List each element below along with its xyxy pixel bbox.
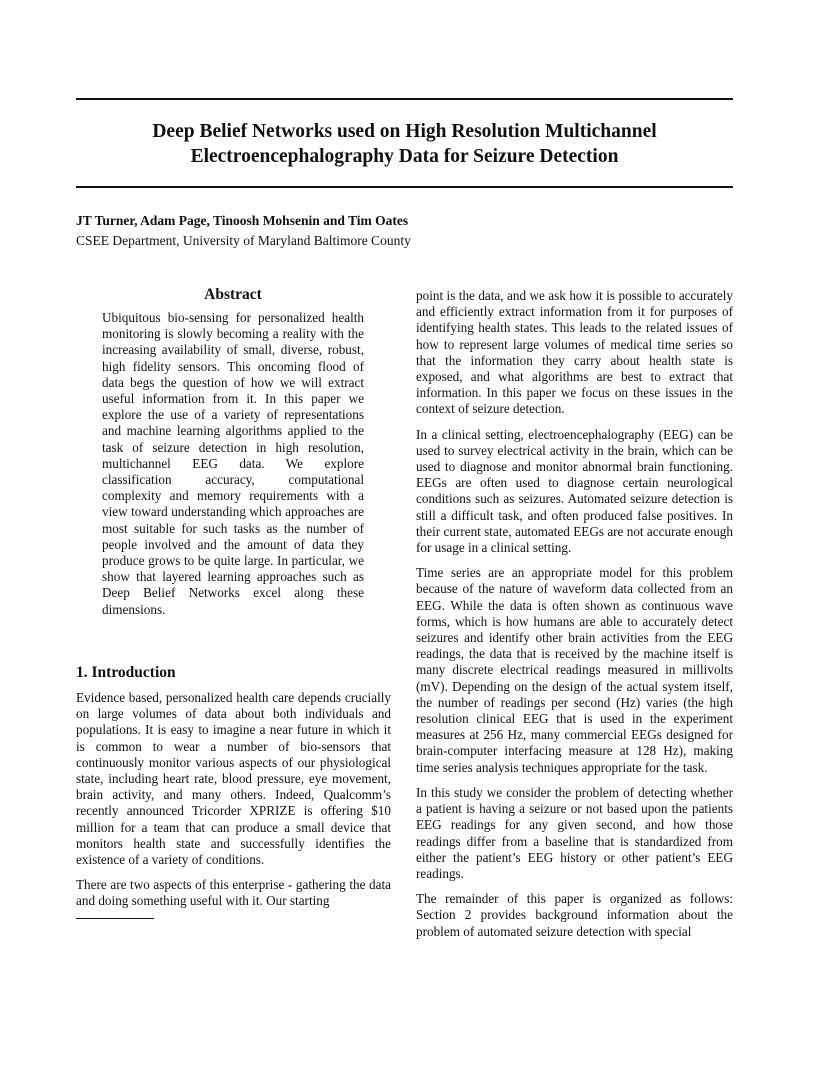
- title-bottom-rule: [76, 186, 733, 188]
- abstract-text: Ubiquitous bio-sensing for personalized health monitoring is slowly becoming a reality with the increasing availability of small, diverse, robust, high fidelity sensors. This oncoming flood of data begs the question of how we will extract useful information from it. In this paper we explore the use of a variety of representations and machine learning algorithms applied to the task of seizure detection in high resolution, multichannel EEG data. We explore classification accuracy, computational complexity and memory requirements with a view toward understanding which approaches are most suitable for such tasks as the number of people involved and the amount of data they produce grows to be quite large. In particular, we show that layered learning approaches such as Deep Belief Networks excel along these dimensions.: [102, 310, 364, 617]
- paragraph: In a clinical setting, electroencephalography (EEG) can be used to survey electrical activity in the brain, which can be used to diagnose and monitor abnormal brain functioning. EEGs are often used to diagnose certain neurological conditions such as seizures. Automated seizure detection is still a difficult task, and often produced false positives. In their current state, automated EEGs are not accurate enough for usage in a clinical setting.: [416, 426, 733, 556]
- paper-title: Deep Belief Networks used on High Resolution Multichannel Electroencephalography Data for Seizure Detection: [152, 121, 657, 167]
- right-column-body: [416, 288, 733, 949]
- abstract-heading: Abstract: [204, 286, 262, 303]
- section-heading-introduction: 1. Introduction: [76, 664, 176, 681]
- paragraph: The remainder of this paper is organized as follows: Section 2 provides background information about the problem of automated seizure detection with special: [416, 891, 733, 939]
- paragraph: Time series are an appropriate model for this problem because of the nature of waveform data collected from an EEG. While the data is often shown as continuous wave forms, which is how humans are able to accurately detect seizures and identify other brain activities from the EEG readings, the data that is received by the machine itself is many discrete electrical readings measured in millivolts (mV). Depending on the design of the actual system itself, the number of readings per second (Hz) varies (the high resolution clinical EEG that is used in the experiment measures at 256 Hz, many commercial EEGs designed for brain-computer interfacing measure at 128 Hz), making time series analysis techniques appropriate for the task.: [416, 565, 733, 775]
- affiliation: CSEE Department, University of Maryland Baltimore County: [76, 233, 411, 248]
- paragraph: point is the data, and we ask how it is possible to accurately and efficiently extract information from it for purposes of identifying health states. This leads to the related issues of how to represent large volumes of medical time series so that the information they carry about health state is exposed, and what algorithms are best to extract that information. In this paper we focus on these issues in the context of seizure detection.: [416, 288, 733, 417]
- introduction-body: [76, 690, 391, 919]
- paragraph: There are two aspects of this enterprise - gathering the data and doing something useful with it. Our starting: [76, 877, 391, 909]
- title-top-rule: [76, 98, 733, 100]
- footnote-rule: [76, 918, 154, 919]
- author-list: JT Turner, Adam Page, Tinoosh Mohsenin and Tim Oates: [76, 213, 409, 228]
- paragraph: In this study we consider the problem of detecting whether a patient is having a seizure or not based upon the patients EEG readings for any given second, and how those readings differ from a baseline that is standardized from either the patient’s EEG history or other patient’s EEG readings.: [416, 784, 733, 881]
- paragraph: Evidence based, personalized health care depends crucially on large volumes of data about both individuals and populations. It is easy to imagine a near future in which it is common to wear a number of bio-sensors that continuously monitor various aspects of our physiological state, including heart rate, blood pressure, eye movement, brain activity, and many others. Indeed, Qualcomm’s recently announced Tricorder XPRIZE is offering $10 million for a team that can produce a small device that monitors health state and successfully identifies the existence of a variety of conditions.: [76, 690, 391, 868]
